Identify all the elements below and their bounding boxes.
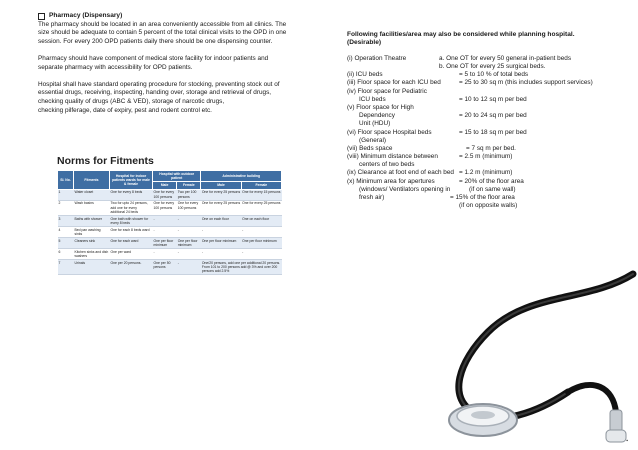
cell-male: One per floor minimum bbox=[153, 237, 177, 248]
cell-male: One for every 100 persons bbox=[153, 200, 177, 215]
cell-female: Two per 100 persons bbox=[177, 189, 201, 200]
general-beds-label: (vi) Floor space Hospital beds bbox=[347, 128, 432, 136]
apertures-label-3: fresh air) bbox=[359, 194, 385, 201]
pediatric-value: = 10 to 12 sq m per bed bbox=[459, 95, 527, 103]
cell-female: One per floor minimum bbox=[241, 237, 281, 248]
apertures-value: = 20% of the floor area bbox=[459, 177, 524, 185]
cell-indoor: One for every 8 beds bbox=[110, 189, 153, 200]
header-female: Female bbox=[241, 182, 281, 189]
paragraph-line: The pharmacy should be located in an area conveniently accessible from all clinics. The bbox=[38, 20, 287, 28]
stethoscope-icon bbox=[378, 262, 638, 450]
cell-male: - bbox=[153, 248, 177, 259]
cell-male: - bbox=[201, 248, 241, 259]
header-outdoor-group: Hospital with outdoor patient bbox=[153, 171, 201, 182]
paragraph-line: checking pilferage, date of expiry, pest and rodent control etc. bbox=[38, 106, 212, 114]
cell-indoor: One per 20 persons. bbox=[110, 259, 153, 274]
cell-sl: 3 bbox=[58, 215, 74, 226]
hdu-label-3: Unit (HDU) bbox=[359, 120, 391, 128]
table-row bbox=[58, 259, 282, 274]
header-male: Male bbox=[201, 182, 241, 189]
cell-male: One for every 25 persons bbox=[201, 189, 241, 200]
min-distance-value: = 2.5 m (minimum) bbox=[459, 153, 513, 161]
hdu-label-2: Dependency bbox=[359, 112, 395, 120]
paragraph-line: Pharmacy should have component of medical store facility for indoor patients and bbox=[38, 54, 269, 62]
cell-female: One for every 25 persons bbox=[241, 200, 281, 215]
cell-male: One on each floor bbox=[201, 215, 241, 226]
pediatric-label-2: ICU beds bbox=[359, 95, 386, 103]
cell-male: One per floor minimum bbox=[201, 237, 241, 248]
norms-title: Norms for Fitments bbox=[57, 155, 154, 167]
cell-sl: 6 bbox=[58, 248, 74, 259]
cell-indoor: One for each 8 beds ward bbox=[110, 226, 153, 237]
pharmacy-section bbox=[38, 12, 323, 115]
icu-floor-label: (iii) Floor space for each ICU bed bbox=[347, 79, 441, 87]
cell-male: - bbox=[153, 226, 177, 237]
cell-female: - bbox=[177, 248, 201, 259]
facilities-section bbox=[347, 31, 632, 210]
cell-female: - bbox=[177, 259, 201, 274]
apertures-value-4: (if on opposite walls) bbox=[459, 202, 518, 210]
table-row bbox=[58, 215, 282, 226]
header-admin-group: Administrative building bbox=[201, 171, 282, 182]
clearance-label: (ix) Clearance at foot end of each bed bbox=[347, 169, 454, 177]
header-male: Male bbox=[153, 182, 177, 189]
ot-label: (i) Operation Theatre bbox=[347, 54, 407, 62]
header-fitments: Fitments bbox=[74, 171, 110, 190]
cell-fitment: Bed pan washing sinks bbox=[74, 226, 110, 237]
cell-female: One per floor minimum bbox=[177, 237, 201, 248]
table-row bbox=[58, 200, 282, 215]
page-number-marker: ▪ bbox=[626, 438, 628, 444]
apertures-label-2: (windows/ Ventilators opening in bbox=[359, 185, 451, 193]
icu-value: = 5 to 10 % of total beds bbox=[459, 71, 529, 79]
cell-sl: 7 bbox=[58, 259, 74, 274]
table-row bbox=[58, 189, 282, 200]
min-distance-label-2: centers of two beds bbox=[359, 161, 415, 169]
apertures-value-3: = 15% of the floor area bbox=[450, 194, 515, 201]
beds-space-label: (vii) Beds space bbox=[347, 144, 393, 152]
beds-space-value: = 7 sq m per bed. bbox=[466, 144, 516, 152]
general-beds-value: = 15 to 18 sq m per bed bbox=[459, 128, 527, 136]
apertures-value-2: (if on same wall) bbox=[469, 185, 516, 193]
cell-male: - bbox=[201, 226, 241, 237]
pharmacy-heading bbox=[38, 12, 323, 21]
cell-indoor: One bath with shower for every 8 beds bbox=[110, 215, 153, 226]
cell-indoor: One per ward bbox=[110, 248, 153, 259]
general-beds-label-2: (General) bbox=[359, 136, 386, 144]
cell-female: - bbox=[177, 226, 201, 237]
cell-female: - bbox=[177, 215, 201, 226]
apertures-label: (x) Minimum area for apertures bbox=[347, 177, 435, 185]
cell-male: One for every 25 persons bbox=[201, 200, 241, 215]
cell-female: - bbox=[241, 226, 281, 237]
cell-sl: 1 bbox=[58, 189, 74, 200]
facilities-subheading: (Desirable) bbox=[347, 39, 382, 47]
paragraph-line: essential drugs, receiving, inspecting, handing over, storage and retrieval of drugs, bbox=[38, 89, 272, 97]
table-row bbox=[58, 226, 282, 237]
cell-male: One for every 100 persons bbox=[153, 189, 177, 200]
ot-value-b: b. One OT for every 25 surgical beds. bbox=[439, 63, 546, 70]
cell-male: One per 50 persons bbox=[153, 259, 177, 274]
paragraph-line: Hospital shall have standard operating procedure for stocking, preventing stock out of bbox=[38, 80, 280, 88]
paragraph-line: size should be adequate to contain 5 percent of the total clinical visits to the OPD in one bbox=[38, 29, 287, 37]
cell-male: - bbox=[153, 215, 177, 226]
cell-fitment: Baths with shower bbox=[74, 215, 110, 226]
table-row bbox=[58, 237, 282, 248]
paragraph-line: checking quality of drugs (ABC & VED), storage of narcotic drugs, bbox=[38, 97, 225, 105]
norms-table bbox=[57, 170, 282, 275]
cell-sl: 4 bbox=[58, 226, 74, 237]
pediatric-label: (iv) Floor space for Pediatric bbox=[347, 87, 427, 95]
cell-fitment: Wash basins bbox=[74, 200, 110, 215]
header-sl: Sl. No. bbox=[58, 171, 74, 190]
icu-label: (ii) ICU beds bbox=[347, 71, 383, 79]
header-female: Female bbox=[177, 182, 201, 189]
icu-floor-value: = 25 to 30 sq m (this includes support services) bbox=[459, 79, 593, 87]
cell-sl: 5 bbox=[58, 237, 74, 248]
cell-female: - bbox=[241, 248, 281, 259]
cell-female: One for every 100 persons bbox=[177, 200, 201, 215]
cell-indoor: Two for upto 24 persons, add one for every additional 24 beds bbox=[110, 200, 153, 215]
cell-admin-urinals: One/20 persons, add one per additional 20 persons. From 101 to 200 persons add @ 3% and over 200 persons add 2.5% bbox=[201, 260, 281, 274]
cell-indoor: One for each ward bbox=[110, 237, 153, 248]
facilities-heading: Following facilities/area may also be considered while planning hospital. bbox=[347, 31, 575, 38]
cell-fitment: Water closet bbox=[74, 189, 110, 200]
min-distance-label: (viii) Minimum distance between bbox=[347, 153, 438, 161]
ot-value-a: a. One OT for every 50 general in-patient beds bbox=[439, 54, 572, 62]
hdu-label: (v) Floor space for High bbox=[347, 103, 414, 111]
cell-fitment: Urinals bbox=[74, 259, 110, 274]
checkbox-icon bbox=[38, 13, 45, 20]
clearance-value: = 1.2 m (minimum) bbox=[459, 169, 513, 177]
cell-female: One on each floor bbox=[241, 215, 281, 226]
hdu-value: = 20 to 24 sq m per bed bbox=[459, 112, 527, 120]
header-indoor: Hospital for indoor patients wards for male & female bbox=[110, 171, 153, 190]
paragraph-line: session. For every 200 OPD patients daily there should be one dispensing counter. bbox=[38, 37, 273, 45]
pharmacy-heading-text: Pharmacy (Dispensary) bbox=[49, 12, 123, 19]
cell-fitment: Kitchen sinks and dish washers bbox=[74, 249, 109, 258]
cell-fitment: Cleaners sink bbox=[74, 237, 110, 248]
cell-sl: 2 bbox=[58, 200, 74, 215]
paragraph-line: separate pharmacy with accessibility for OPD patients. bbox=[38, 63, 193, 71]
cell-female: One for every 15 persons bbox=[241, 189, 281, 200]
table-row bbox=[58, 248, 282, 259]
